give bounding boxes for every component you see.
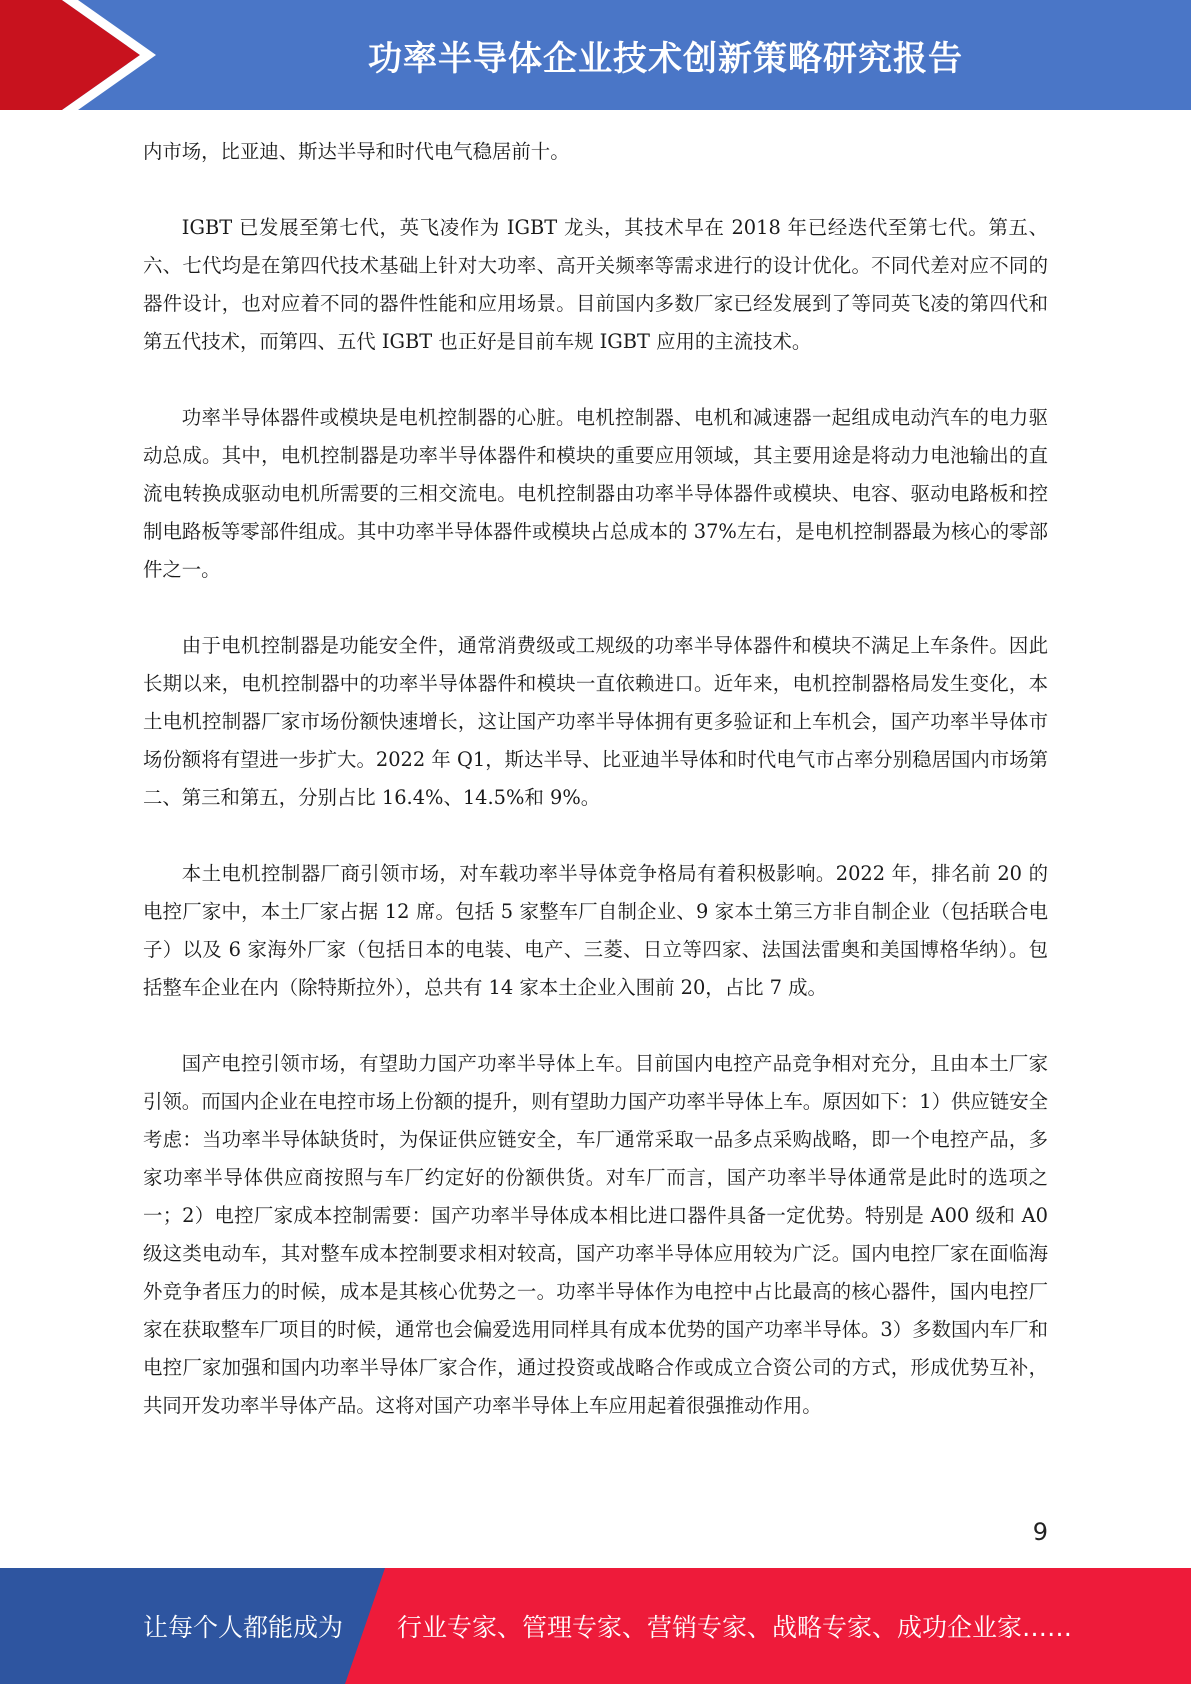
- page-header: [0, 0, 1191, 110]
- page-footer: [0, 1568, 1191, 1684]
- paragraph-6: 国产电控引领市场，有望助力国产功率半导体上车。目前国内电控产品竞争相对充分，且由本土厂家引领。而国内企业在电控市场上份额的提升，则有望助力国产功率半导体上车。原因如下：1）供应链安全考虑：当功率半导体缺货时，为保证供应链安全，车厂通常采取一品多点采购战略，即一个电控产品，多家功率半导体供应商按照与车厂约定好的份额供货。对车厂而言，国产功率半导体通常是此时的选项之一；2）电控厂家成本控制需要：国产功率半导体成本相比进口器件具备一定优势。特别是 A00 级和 A0 级这类电动车，其对整车成本控制要求相对较高，国产功率半导体应用较为广泛。国内电控厂家在面临海外竞争者压力的时候，成本是其核心优势之一。功率半导体作为电控中占比最高的核心器件，国内电控厂家在获取整车厂项目的时候，通常也会偏爱选用同样具有成本优势的国产功率半导体。3）多数国内车厂和电控厂家加强和国内功率半导体厂家合作，通过投资或战略合作或成立合资公司的方式，形成优势互补，共同开发功率半导体产品。这将对国产功率半导体上车应用起着很强推动作用。: [143, 1052, 1048, 1417]
- footer-slogan-left: 让每个人都能成为: [143, 1613, 344, 1642]
- paragraph-4: 由于电机控制器是功能安全件，通常消费级或工规级的功率半导体器件和模块不满足上车条件。因此长期以来，电机控制器中的功率半导体器件和模块一直依赖进口。近年来，电机控制器格局发生变化，本土电机控制器厂家市场份额快速增长，这让国产功率半导体拥有更多验证和上车机会，国产功率半导体市场份额将有望进一步扩大。2022 年 Q1，斯达半导、比亚迪半导体和时代电气市占率分别稳居国内市场第二、第三和第五，分别占比 16.4%、14.5%和 9%。: [143, 634, 1048, 809]
- page-number: 9: [1032, 1518, 1048, 1546]
- report-title: 功率半导体企业技术创新策略研究报告: [368, 38, 963, 79]
- paragraph-2: IGBT 已发展至第七代，英飞凌作为 IGBT 龙头，其技术早在 2018 年已经迭代至第七代。第五、六、七代均是在第四代技术基础上针对大功率、高开关频率等需求进行的设计优化。不同代差对应不同的器件设计，也对应着不同的器件性能和应用场景。目前国内多数厂家已经发展到了等同英飞凌的第四代和第五代技术，而第四、五代 IGBT 也正好是目前车规 IGBT 应用的主流技术。: [143, 216, 1048, 353]
- paragraph-1: 内市场，比亚迪、斯达半导和时代电气稳居前十。: [143, 140, 570, 163]
- body-content: [143, 133, 1048, 1463]
- header-chevron-icon: [0, 0, 160, 110]
- paragraph-5: 本土电机控制器厂商引领市场，对车载功率半导体竞争格局有着积极影响。2022 年，排名前 20 的电控厂家中，本土厂家占据 12 席。包括 5 家整车厂自制企业、9 家本土第三方非自制企业（包括联合电子）以及 6 家海外厂家（包括日本的电装、电产、三菱、日立等四家、法国法雷奥和美国博格华纳）。包括整车企业在内（除特斯拉外），总共有 14 家本土企业入围前 20，占比 7 成。: [143, 862, 1048, 999]
- paragraph-3: 功率半导体器件或模块是电机控制器的心脏。电机控制器、电机和减速器一起组成电动汽车的电力驱动总成。其中，电机控制器是功率半导体器件和模块的重要应用领域，其主要用途是将动力电池输出的直流电转换成驱动电机所需要的三相交流电。电机控制器由功率半导体器件或模块、电容、驱动电路板和控制电路板等零部件组成。其中功率半导体器件或模块占总成本的 37%左右，是电机控制器最为核心的零部件之一。: [143, 406, 1048, 581]
- footer-slogan-right: 行业专家、管理专家、营销专家、战略专家、成功企业家……: [397, 1613, 1073, 1642]
